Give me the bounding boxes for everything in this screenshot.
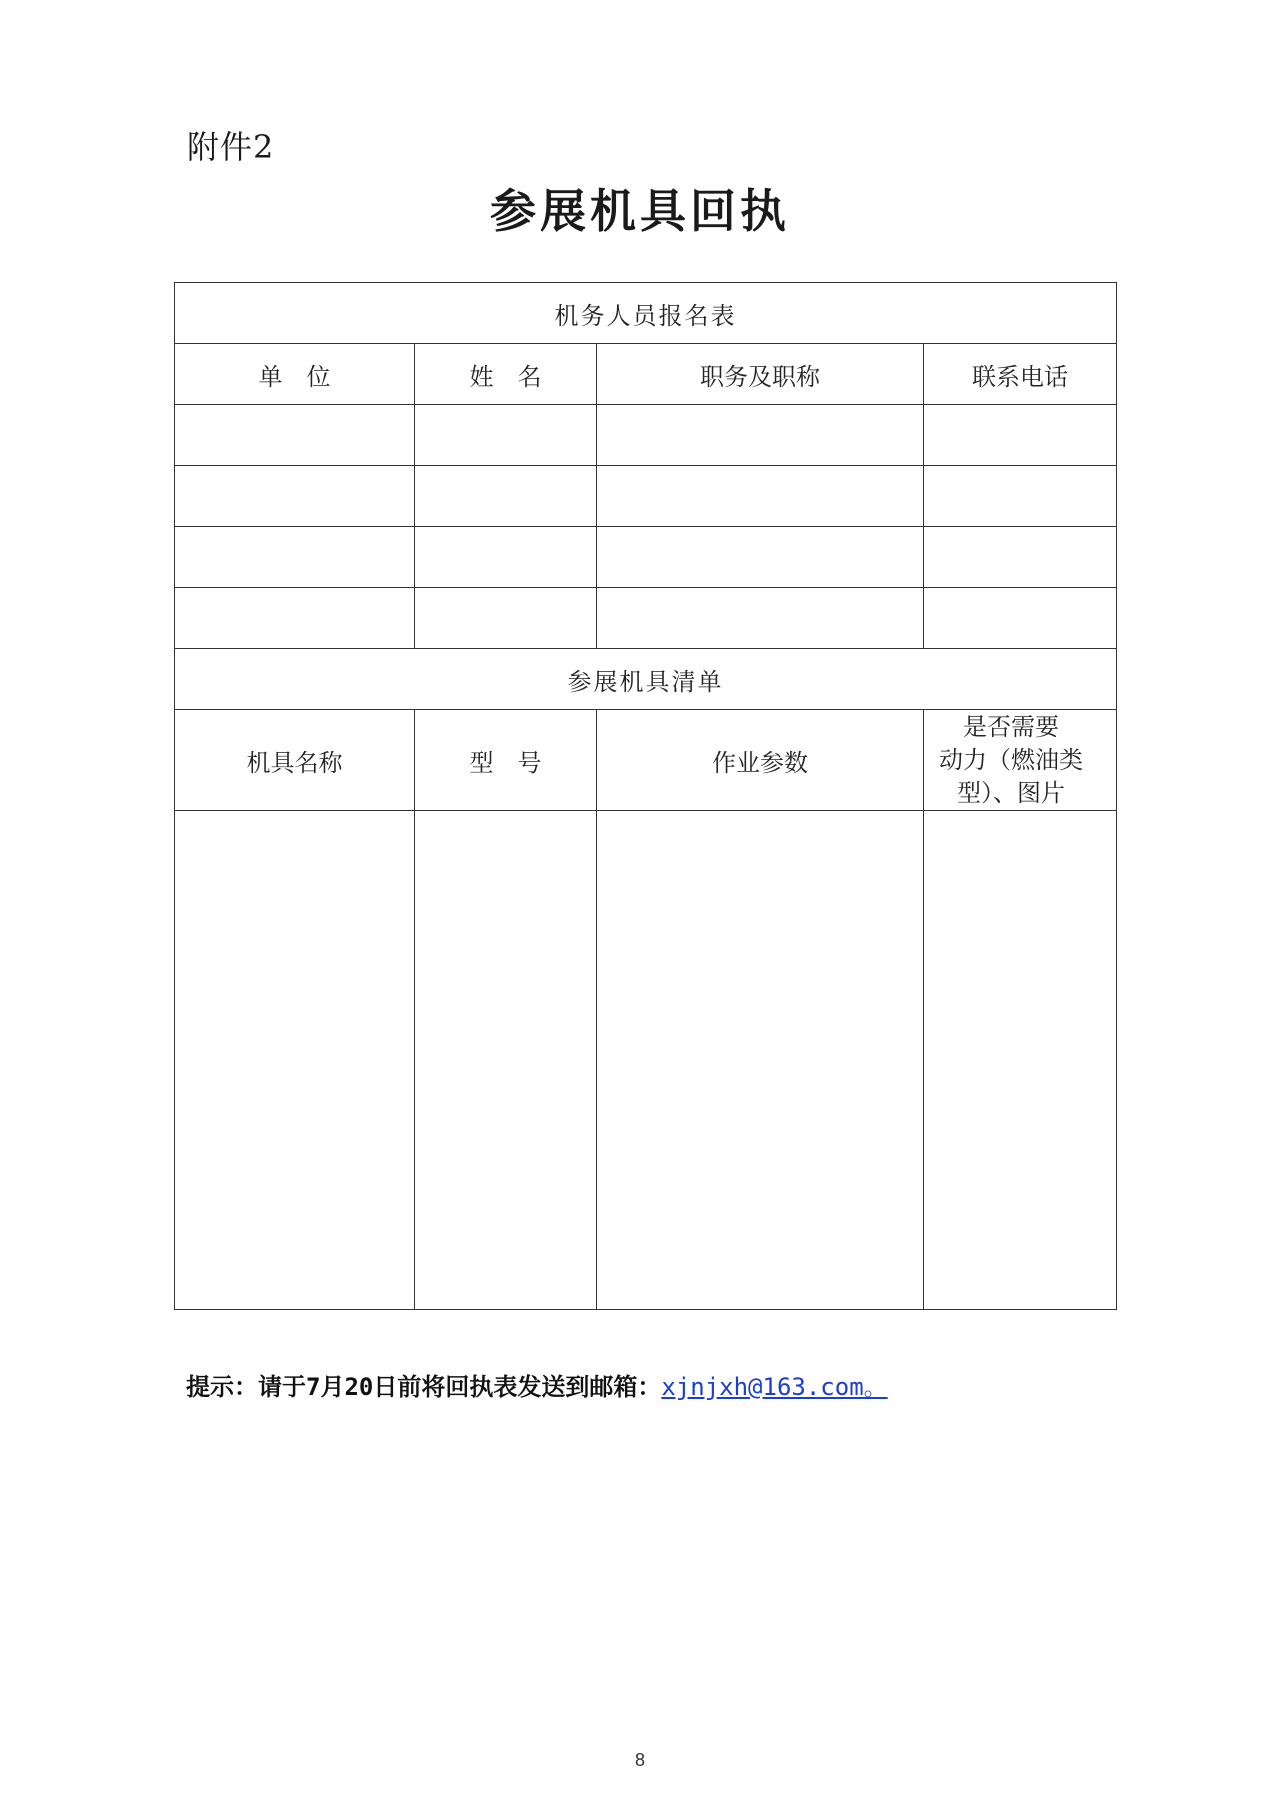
unit-cell[interactable] <box>175 466 415 527</box>
machinery-section-title: 参展机具清单 <box>175 649 1117 710</box>
attachment-label: 附件2 <box>187 128 275 166</box>
name-cell[interactable] <box>415 405 597 466</box>
phone-cell[interactable] <box>924 466 1117 527</box>
header-position-title: 职务及职称 <box>597 344 924 405</box>
machinery-entry-row <box>175 811 1117 1310</box>
position-cell[interactable] <box>597 466 924 527</box>
header-model: 型 号 <box>415 710 597 811</box>
work-params-cell[interactable] <box>597 811 924 1310</box>
unit-cell[interactable] <box>175 527 415 588</box>
header-power-line-3: 型）、图片 <box>957 778 1065 807</box>
name-cell[interactable] <box>415 588 597 649</box>
name-cell[interactable] <box>415 527 597 588</box>
header-power-line-1: 是否需要 <box>963 712 1059 741</box>
personnel-section-title: 机务人员报名表 <box>175 283 1117 344</box>
phone-cell[interactable] <box>924 588 1117 649</box>
personnel-row <box>175 527 1117 588</box>
personnel-row <box>175 405 1117 466</box>
header-machine-name: 机具名称 <box>175 710 415 811</box>
personnel-section-row <box>175 283 1117 344</box>
unit-cell[interactable] <box>175 588 415 649</box>
header-name: 姓 名 <box>415 344 597 405</box>
personnel-row <box>175 466 1117 527</box>
page-number: 8 <box>634 1750 645 1770</box>
personnel-header-row <box>175 344 1117 405</box>
position-cell[interactable] <box>597 405 924 466</box>
personnel-row <box>175 588 1117 649</box>
machinery-header-row <box>175 710 1117 811</box>
position-cell[interactable] <box>597 527 924 588</box>
machine-name-cell[interactable] <box>175 811 415 1310</box>
position-cell[interactable] <box>597 588 924 649</box>
header-power-picture <box>924 710 1117 811</box>
name-cell[interactable] <box>415 466 597 527</box>
model-cell[interactable] <box>415 811 597 1310</box>
receipt-form-table <box>174 282 1117 1310</box>
email-link[interactable]: xjnjxh@163.com。 <box>661 1373 888 1401</box>
header-power-line-2: 动力（燃油类 <box>939 745 1083 774</box>
unit-cell[interactable] <box>175 405 415 466</box>
tip-text: 提示：请于7月20日前将回执表发送到邮箱： <box>186 1373 662 1401</box>
document-title: 参展机具回执 <box>490 184 790 238</box>
submission-tip <box>186 1367 888 1402</box>
header-work-params: 作业参数 <box>597 710 924 811</box>
header-phone: 联系电话 <box>924 344 1117 405</box>
phone-cell[interactable] <box>924 405 1117 466</box>
header-unit: 单 位 <box>175 344 415 405</box>
machinery-section-row <box>175 649 1117 710</box>
phone-cell[interactable] <box>924 527 1117 588</box>
power-picture-cell[interactable] <box>924 811 1117 1310</box>
